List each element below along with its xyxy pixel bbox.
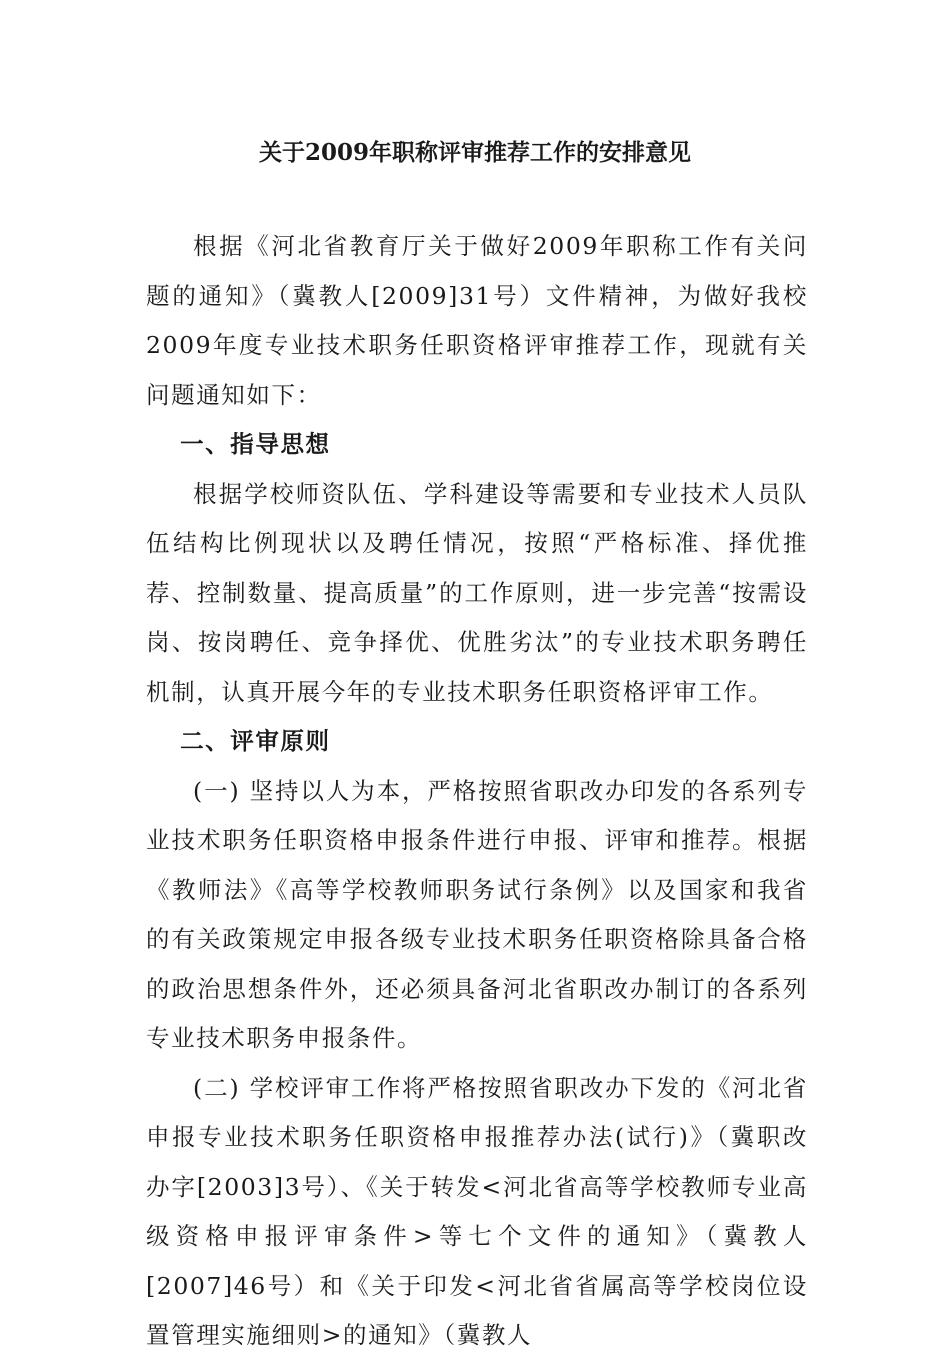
- document-title: 关于2009年职称评审推荐工作的安排意见: [258, 139, 691, 166]
- section-heading-review-principles: 二、评审原则: [180, 727, 331, 755]
- document-body: [146, 222, 808, 1361]
- intro-paragraph: 根据《河北省教育厅关于做好2009年职称工作有关问题的通知》（冀教人[2009]31号）文件精神，为做好我校2009年度专业技术职务任职资格评审推荐工作，现就有关问题通知如下：: [146, 232, 808, 409]
- section-paragraph-guiding-ideology: 根据学校师资队伍、学科建设等需要和专业技术人员队伍结构比例现状以及聘任情况，按照“严格标准、择优推荐、控制数量、提高质量”的工作原则，进一步完善“按需设岗、按岗聘任、竞争择优、优胜劣汰”的专业技术职务聘任机制，认真开展今年的专业技术职务任职资格评审工作。: [146, 479, 808, 706]
- section-heading-guiding-ideology: 一、指导思想: [180, 430, 331, 458]
- review-principle-item-1: (一) 坚持以人为本，严格按照省职改办印发的各系列专业技术职务任职资格申报条件进行申报、评审和推荐。根据《教师法》《高等学校教师职务试行条例》以及国家和我省的有关政策规定申报各级专业技术职务任职资格除具备合格的政治思想条件外，还必须具备河北省职改办制订的各系列专业技术职务申报条件。: [146, 776, 808, 1052]
- review-principle-item-2: (二) 学校评审工作将严格按照省职改办下发的《河北省申报专业技术职务任职资格申报推荐办法(试行)》（冀职改办字[2003]3号）、《关于转发<河北省高等学校教师专业高级资格申报评审条件>等七个文件的通知》（冀教人[2007]46号）和《关于印发<河北省省属高等学校岗位设置管理实施细则>的通知》（冀教人: [146, 1073, 808, 1349]
